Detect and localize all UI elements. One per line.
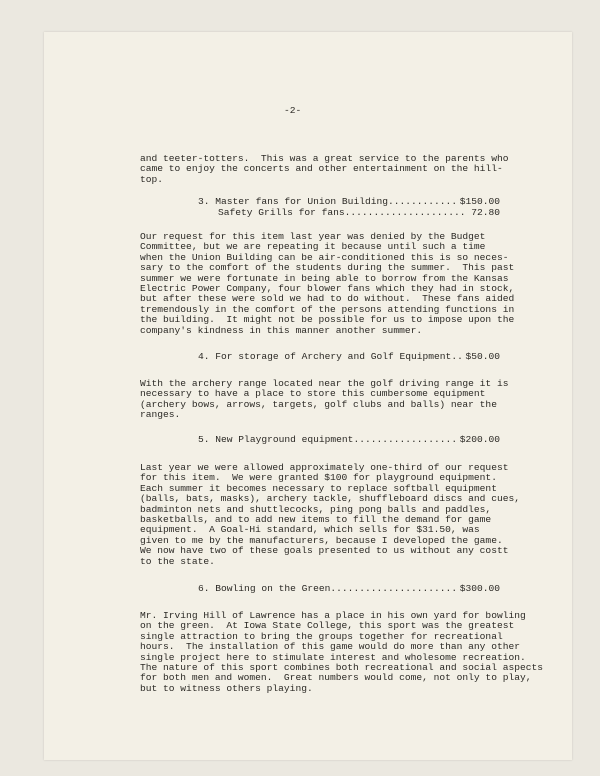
page-number: -2- xyxy=(284,105,302,116)
item-3-paragraph: Our request for this item last year was denied by the Budget Committee, but we are repeating it because until such a time when the Union Building can be air-conditioned this is so neces- sary to the comfort of the students during the summer. This past summer we were fortunate in being able to borrow from the Kansas Electric Power Company, four blower fans which they had in stock, but after these were sold we had to do without. These fans aided tremendously in the comfort of the persons attending functions in the building. It might not be possible for us to impose upon the company's kindness in this manner another summer. xyxy=(140,231,515,336)
item-5-amount: $200.00 xyxy=(459,434,500,445)
intro-paragraph: and teeter-totters. This was a great service to the parents who came to enjoy the concerts and other entertainment on the hill- top. xyxy=(140,153,509,185)
item-3-sub-label: Safety Grills for fans..................... xyxy=(218,207,466,218)
item-3-label: 3. Master fans for Union Building............ xyxy=(198,196,458,207)
item-6-label: 6. Bowling on the Green...................... xyxy=(198,583,458,594)
item-4-label: 4. For storage of Archery and Golf Equipment.. xyxy=(198,351,463,362)
item-3-sub-amount: 72.80 xyxy=(471,207,500,218)
item-5-paragraph: Last year we were allowed approximately one-third of our request for this item. We were granted $100 for playground equipment. Each summer it becomes necessary to replace softball equipment (balls, bats, masks), archery tackle, shuffleboard discs and cues, badminton nets and shuttlecocks, ping pong balls and paddles, basketballs, and to add new items to fill the demand for game equipment. A Goal-Hi standard, which sells for $31.50, was given to me by the manufacturers, because I developed the game. We now have two of these goals presented to us without any costt to the state. xyxy=(140,462,520,567)
item-4-amount: $50.00 xyxy=(465,351,500,362)
document-page xyxy=(44,32,572,760)
item-4-paragraph: With the archery range located near the golf driving range it is necessary to have a place to store this cumbersome equipment (archery bows, arrows, targets, golf clubs and balls) near the ranges. xyxy=(140,378,509,421)
item-6-paragraph: Mr. Irving Hill of Lawrence has a place in his own yard for bowling on the green. At Iowa State College, this sport was the greatest single attraction to bring the groups together for recreational hours. The installation of this game would do more than any other single project here to stimulate interest and wholesome recreation. The nature of this sport combines both recreational and social aspects for both men and women. Great numbers would come, not only to play, but to witness others playing. xyxy=(140,610,544,694)
item-6-amount: $300.00 xyxy=(459,583,500,594)
item-3-amount: $150.00 xyxy=(459,196,500,207)
item-5-label: 5. New Playground equipment.................. xyxy=(198,434,458,445)
